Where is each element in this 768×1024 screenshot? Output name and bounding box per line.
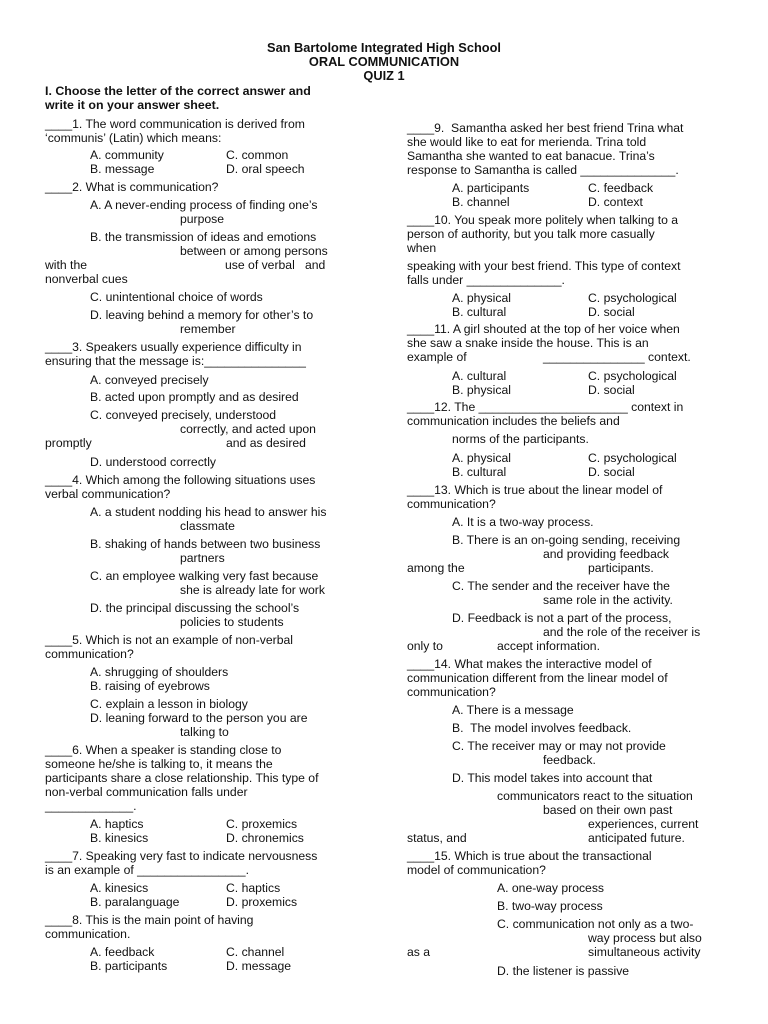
question-3-text: ____3. Speakers usually experience difficulty in	[45, 340, 302, 354]
choice: simultaneous activity	[588, 945, 701, 959]
question-12-text: communication includes the beliefs and	[407, 414, 620, 428]
choice: B. shaking of hands between two business	[90, 537, 321, 551]
choice: A. There is a message	[452, 703, 574, 717]
choice: A. kinesics	[90, 881, 149, 895]
choice: between or among persons	[180, 244, 328, 258]
school-name: San Bartolome Integrated High School	[267, 40, 501, 55]
choice: C. common	[226, 148, 289, 162]
question-9-text: Samantha she wanted to eat banacue. Trina’s	[407, 149, 655, 163]
question-9-text: she would like to eat for merienda. Trina told	[407, 135, 647, 149]
choice: anticipated future.	[588, 831, 685, 845]
question-6-text: _____________.	[45, 799, 137, 813]
question-11-text: ____11. A girl shouted at the top of her voice when	[407, 322, 680, 336]
question-4-text: verbal communication?	[45, 487, 171, 501]
choice: D. the principal discussing the school’s	[90, 601, 300, 615]
question-9-text: ____9. Samantha asked her best friend Trina what	[407, 121, 684, 135]
choice: D. social	[588, 383, 635, 397]
choice: B. kinesics	[90, 831, 149, 845]
choice: way process but also	[588, 931, 702, 945]
choice: C. feedback	[588, 181, 654, 195]
choice: D. social	[588, 305, 635, 319]
choice: remember	[180, 322, 236, 336]
choice: D. message	[226, 959, 292, 973]
question-6-text: someone he/she is talking to, it means the	[45, 757, 273, 771]
choice: among the	[407, 561, 465, 575]
choice: A. feedback	[90, 945, 155, 959]
choice: C. haptics	[226, 881, 281, 895]
choice: C. explain a lesson in biology	[90, 697, 248, 711]
question-6-text: ____6. When a speaker is standing close to	[45, 743, 282, 757]
choice: she is already late for work	[180, 583, 325, 597]
question-6-text: non-verbal communication falls under	[45, 785, 248, 799]
quiz-title: QUIZ 1	[363, 68, 405, 83]
choice: D. proxemics	[226, 895, 298, 909]
choice: A. A never-ending process of finding one’s	[90, 198, 318, 212]
choice: B. message	[90, 162, 155, 176]
question-6-text: participants share a close relationship. This type of	[45, 771, 319, 785]
choice: correctly, and acted upon	[180, 422, 316, 436]
question-15-text: model of communication?	[407, 863, 546, 877]
choice: D. oral speech	[226, 162, 305, 176]
question-14-text: ____14. What makes the interactive model of	[407, 657, 652, 671]
choice: accept information.	[497, 639, 600, 653]
question-14-text: communication different from the linear model of	[407, 671, 668, 685]
choice: C. an employee walking very fast because	[90, 569, 319, 583]
instructions-line: write it on your answer sheet.	[45, 98, 220, 112]
question-14-text: communication?	[407, 685, 496, 699]
choice: purpose	[180, 212, 225, 226]
question-1-text: ____1. The word communication is derived from	[45, 117, 305, 131]
question-13-text: communication?	[407, 497, 496, 511]
choice: and as desired	[226, 436, 306, 450]
choice: A. a student nodding his head to answer his	[90, 505, 327, 519]
choice: use of verbal and	[225, 258, 326, 272]
choice: promptly	[45, 436, 92, 450]
choice: C. conveyed precisely, understood	[90, 408, 277, 422]
choice: A. community	[90, 148, 164, 162]
choice: experiences, current	[588, 817, 699, 831]
choice: B. the transmission of ideas and emotions	[90, 230, 317, 244]
question-10-text: falls under ______________.	[407, 273, 565, 287]
choice: B. The model involves feedback.	[452, 721, 632, 735]
choice: B. cultural	[452, 305, 507, 319]
choice: B. participants	[90, 959, 168, 973]
choice: A. cultural	[452, 369, 507, 383]
choice: B. There is an on-going sending, receiving	[452, 533, 681, 547]
choice: C. The receiver may or may not provide	[452, 739, 666, 753]
choice: and the role of the receiver is	[543, 625, 701, 639]
choice: A. shrugging of shoulders	[90, 665, 229, 679]
choice: D. Feedback is not a part of the process,	[452, 611, 672, 625]
question-9-text: response to Samantha is called ______________.	[407, 163, 679, 177]
choice: based on their own past	[543, 803, 673, 817]
choice: only to	[407, 639, 443, 653]
question-5-text: communication?	[45, 647, 134, 661]
question-10-text: person of authority, but you talk more casually	[407, 227, 655, 241]
choice: D. social	[588, 465, 635, 479]
question-10-text: speaking with your best friend. This type of context	[407, 259, 681, 273]
choice: feedback.	[543, 753, 596, 767]
choice: B. acted upon promptly and as desired	[90, 390, 299, 404]
choice: A. conveyed precisely	[90, 373, 209, 387]
choice: A. physical	[452, 291, 511, 305]
choice: C. psychological	[588, 451, 677, 465]
choice: communicators react to the situation	[497, 789, 693, 803]
choice: A. It is a two-way process.	[452, 515, 594, 529]
choice: B. paralanguage	[90, 895, 180, 909]
question-5-text: ____5. Which is not an example of non-verbal	[45, 633, 293, 647]
choice: D. understood correctly	[90, 455, 216, 469]
question-15-text: ____15. Which is true about the transactional	[407, 849, 652, 863]
choice: C. The sender and the receiver have the	[452, 579, 670, 593]
question-3-text: ensuring that the message is:_______________	[45, 354, 306, 368]
question-10-text: when	[407, 241, 437, 255]
choice: B. raising of eyebrows	[90, 679, 210, 693]
choice: talking to	[180, 725, 229, 739]
choice: participants.	[588, 561, 654, 575]
choice: B. channel	[452, 195, 510, 209]
choice: A. participants	[452, 181, 530, 195]
choice: C. channel	[226, 945, 285, 959]
question-1-text: ‘communis’ (Latin) which means:	[45, 131, 222, 145]
question-7-text: is an example of ________________.	[45, 863, 249, 877]
choice: A. physical	[452, 451, 511, 465]
choice: D. the listener is passive	[497, 964, 630, 978]
question-10-text: ____10. You speak more politely when talking to a	[407, 213, 679, 227]
choice: C. psychological	[588, 291, 677, 305]
choice: C. psychological	[588, 369, 677, 383]
question-11-text: example of	[407, 350, 467, 364]
question-8-text: communication.	[45, 927, 131, 941]
choice: classmate	[180, 519, 235, 533]
choice: as a	[407, 945, 431, 959]
question-11-text: she saw a snake inside the house. This is an	[407, 336, 649, 350]
choice: status, and	[407, 831, 467, 845]
question-7-text: ____7. Speaking very fast to indicate nervousness	[45, 849, 318, 863]
choice: C. unintentional choice of words	[90, 290, 263, 304]
choice: same role in the activity.	[543, 593, 673, 607]
choice: policies to students	[180, 615, 284, 629]
choice: B. cultural	[452, 465, 507, 479]
choice: nonverbal cues	[45, 272, 128, 286]
question-13-text: ____13. Which is true about the linear model of	[407, 483, 663, 497]
choice: B. two-way process	[497, 899, 603, 913]
choice: D. chronemics	[226, 831, 304, 845]
choice: with the	[45, 258, 88, 272]
choice: partners	[180, 551, 225, 565]
question-2-text: ____2. What is communication?	[45, 180, 219, 194]
question-12-text: norms of the participants.	[452, 432, 589, 446]
choice: A. one-way process	[497, 881, 605, 895]
choice: C. communication not only as a two-	[497, 917, 694, 931]
choice: D. leaning forward to the person you are	[90, 711, 308, 725]
instructions-line: I. Choose the letter of the correct answer and	[45, 84, 311, 98]
choice: and providing feedback	[543, 547, 670, 561]
question-12-text: ____12. The ______________________ context in	[407, 400, 684, 414]
choice: B. physical	[452, 383, 511, 397]
question-4-text: ____4. Which among the following situations uses	[45, 473, 316, 487]
choice: D. leaving behind a memory for other’s to	[90, 308, 314, 322]
question-8-text: ____8. This is the main point of having	[45, 913, 254, 927]
choice: D. context	[588, 195, 643, 209]
choice: D. This model takes into account that	[452, 771, 653, 785]
question-11-text: _______________ context.	[543, 350, 691, 364]
choice: A. haptics	[90, 817, 144, 831]
subject-title: ORAL COMMUNICATION	[308, 54, 460, 69]
choice: C. proxemics	[226, 817, 298, 831]
